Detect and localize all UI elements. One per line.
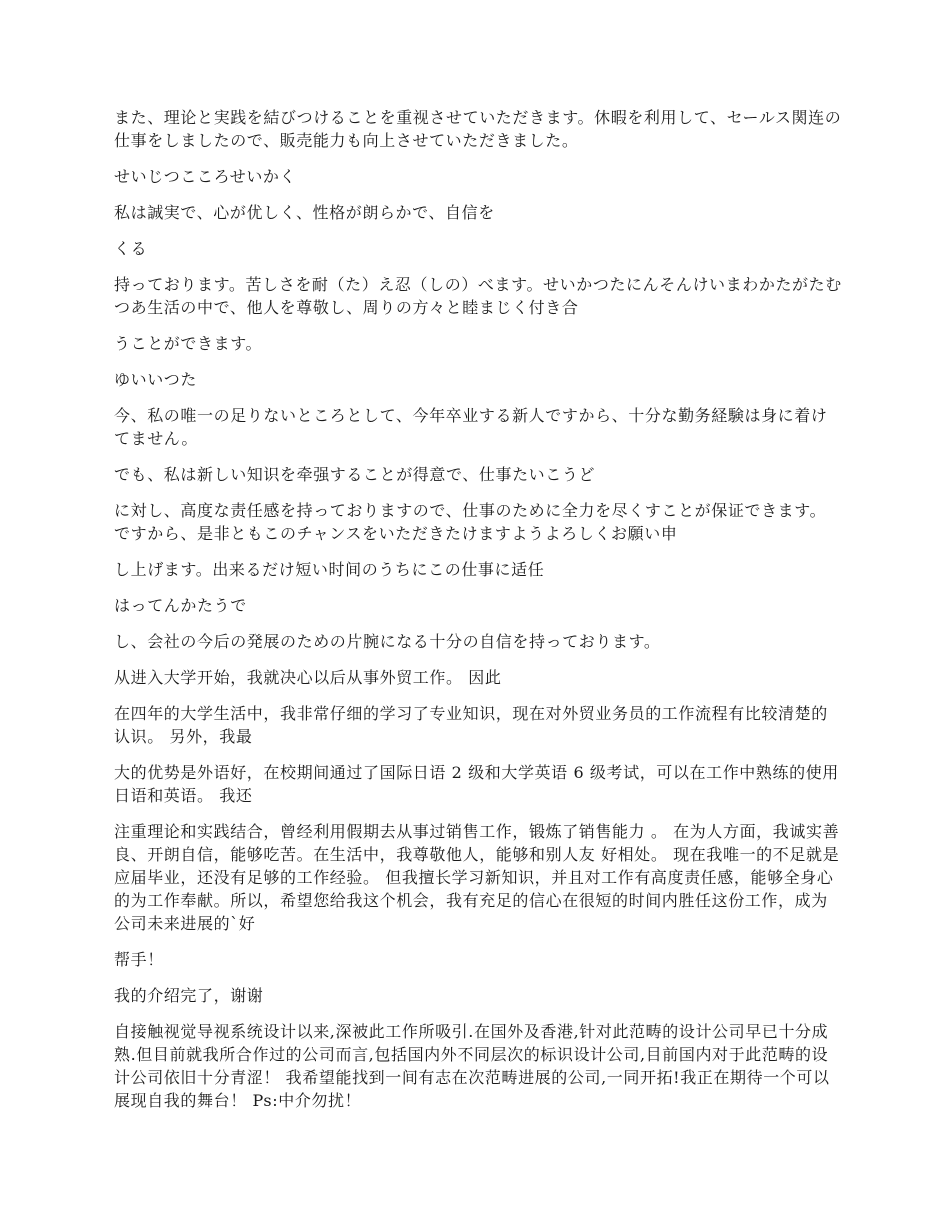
paragraph-7: ゆいいつた [114, 370, 198, 389]
paragraph-15: 在四年的大学生活中，我非常仔细的学习了专业知识，现在对外贸业务员的工作流程有比较清楚的认识。 另外，我最 [114, 704, 828, 746]
paragraph-1: また、理论と実践を結びつけることを重视させていただきます。休暇を利用して、セールス関连の仕事をしましたので、販売能力も向上させていただきました。 [114, 108, 842, 150]
paragraph-6: うことができます。 [114, 334, 263, 353]
paragraph-3: 私は誠実で、心が优しく、性格が朗らかで、自信を [114, 203, 495, 222]
paragraph-11: し上げます。出来るだけ短い时间のうちにこの仕事に适任 [114, 560, 545, 579]
paragraph-4: くる [114, 239, 148, 258]
paragraph-18: 帮手！ [114, 950, 164, 969]
paragraph-13: し、会社の今后の発展のための片腕になる十分の自信を持っております。 [114, 632, 661, 651]
paragraph-5: 持っております。苦しさを耐（た）え忍（しの）べます。せいかつたにんそんけいまわかたがたむつあ生活の中で、他人を尊敬し、周りの方々と睦まじく付き合 [114, 275, 842, 317]
paragraph-8: 今、私の唯一の足りないところとして、今年卒业する新人ですから、十分な勤务経験は身に着けてません。 [114, 406, 828, 448]
paragraph-17: 注重理论和实践结合，曾经利用假期去从事过销售工作，锻炼了销售能力 。 在为人方面，我诚实善良、开朗自信，能够吃苦。在生活中，我尊敬他人，能够和别人友 好相处。 现在我唯一的不足就是应届毕业，还没有足够的工作经验。 但我擅长学习新知识，并且对工作有高度责任感，能够全身心的为工作奉献。所以，希望您给我这个机会，我有充足的信心在很短的时间内胜任这份工作，成为公司未来进展的`好 [114, 822, 840, 933]
paragraph-20: 自接触视觉导视系统设计以来,深被此工作所吸引.在国外及香港,针对此范畴的设计公司早已十分成熟.但目前就我所合作过的公司而言,包括国内外不同层次的标识设计公司,目前国内对于此范畴的设计公司依旧十分青涩！ 我希望能找到一间有志在次范畴进展的公司,一同开拓!我正在期待一个可以展现自我的舞台！ Ps:中介勿扰！ [114, 1022, 830, 1110]
paragraph-2: せいじつこころせいかく [114, 167, 297, 186]
paragraph-14: 从进入大学开始，我就决心以后从事外贸工作。 因此 [114, 668, 502, 687]
paragraph-12: はってんかたうで [114, 596, 247, 615]
document-body [114, 106, 842, 1125]
paragraph-16: 大的优势是外语好，在校期间通过了国际日语 2 级和大学英语 6 级考试，可以在工作中熟练的使用日语和英语。 我还 [114, 763, 839, 805]
paragraph-9: でも、私は新しい知识を牵强することが得意で、仕事たいこうど [114, 465, 596, 484]
paragraph-10: に対し、高度な责任感を持っておりますので、仕事のために全力を尽くすことが保证できます。ですから、是非ともこのチャンスをいただきたけますようよろしくお願い申 [114, 501, 827, 543]
paragraph-19: 我的介绍完了，谢谢 [114, 986, 264, 1005]
